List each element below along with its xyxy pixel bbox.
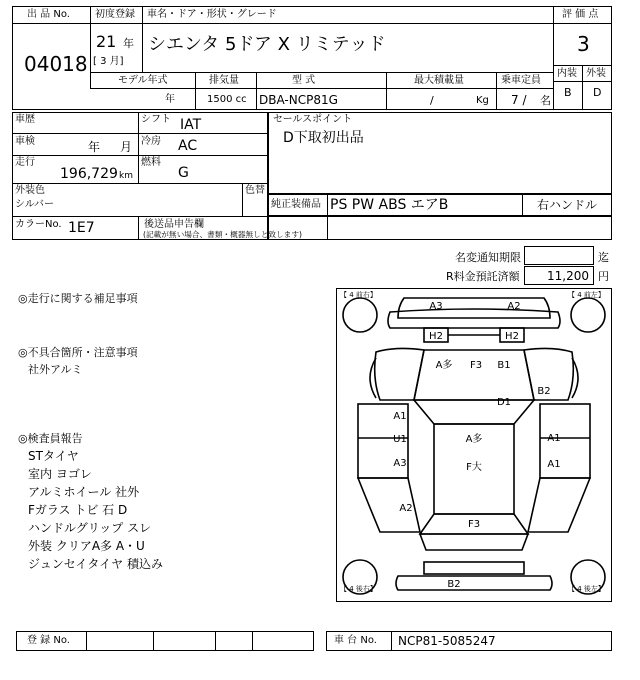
- first-reg-year-unit: 年: [123, 37, 134, 50]
- score: 3: [577, 32, 590, 56]
- mark-fender-right: B2: [537, 386, 551, 397]
- defects-title: ◎不具合箇所・注意事項: [18, 346, 138, 359]
- mark-hood-b: B1: [497, 360, 511, 371]
- exterior-label: 外装: [586, 68, 606, 79]
- inspector-title: ◎検査員報告: [18, 432, 83, 445]
- corner-rear-left: 【 4 後左】: [568, 585, 605, 593]
- mark-hood-f: F3: [469, 360, 483, 371]
- interior-label: 内装: [557, 68, 577, 79]
- recolor-label: 色替: [245, 185, 265, 196]
- deadline-unit: 迄: [598, 251, 609, 264]
- inspector-item: ハンドルグリップ スレ: [28, 521, 152, 535]
- model-label: 型 式: [292, 75, 316, 86]
- shift-label: シフト: [141, 114, 171, 125]
- mark-roof-f: F大: [466, 462, 482, 473]
- recycle-value: 11,200: [547, 269, 589, 283]
- equipment-label: 純正装備品: [271, 199, 321, 210]
- defect-item: 社外アルミ: [28, 363, 83, 376]
- mark-door-u1: U1: [393, 434, 407, 445]
- recycle-unit: 円: [598, 270, 609, 283]
- mark-front-right: A2: [507, 301, 521, 312]
- deadline-field: [524, 246, 594, 265]
- shift: IAT: [180, 117, 202, 133]
- corner-front-right: 【 4 前右】: [340, 291, 377, 299]
- driving-title: ◎走行に関する補足事項: [18, 292, 138, 305]
- post-docs-box: [268, 216, 612, 240]
- max-load-unit: Kg: [476, 95, 489, 106]
- mark-door-right-a1b: A1: [547, 459, 561, 470]
- mark-rear-bumper: B2: [447, 579, 461, 590]
- mark-door-right-a1: A1: [547, 433, 561, 444]
- fuel-label: 燃料: [141, 157, 161, 168]
- displacement: 1500 cc: [207, 94, 247, 105]
- equipment: PS PW ABS エアB: [330, 197, 449, 213]
- mark-rear-side: A2: [399, 503, 413, 514]
- sales-point: D下取初出品: [283, 130, 364, 146]
- score-label: 評 価 点: [562, 9, 599, 20]
- deadline-label: 名変通知期限: [455, 251, 521, 264]
- inspector-item: STタイヤ: [28, 449, 79, 463]
- mark-door-a1: A1: [393, 411, 407, 422]
- capacity: 7 /: [511, 93, 527, 107]
- capacity-label: 乗車定員: [501, 75, 541, 86]
- inspector-item: アルミホイール 社外: [28, 485, 140, 499]
- sales-point-label: セールスポイント: [273, 114, 353, 125]
- mark-roof-a: A多: [465, 434, 483, 445]
- lot-no-label: 出 品 No.: [27, 9, 70, 20]
- mileage-label: 走行: [15, 157, 35, 168]
- corner-front-left: 【 4 前左】: [568, 291, 605, 299]
- ac-label: 冷房: [141, 136, 161, 147]
- inspector-item: Fガラス トビ 石 D: [28, 503, 128, 517]
- color-no-label: カラーNo.: [15, 219, 62, 230]
- mark-hood-a: A多: [435, 360, 453, 371]
- color-no: 1E7: [68, 220, 95, 236]
- lot-no: 04018: [24, 52, 88, 76]
- mark-door-a3: A3: [393, 458, 407, 469]
- first-reg-label: 初度登録: [95, 9, 135, 20]
- mark-headlight-right: H2: [505, 331, 519, 342]
- car-damage-diagram: [336, 288, 612, 602]
- history-label: 車歴: [15, 114, 35, 125]
- first-reg-year: 21: [96, 32, 117, 51]
- inspection-year: 年: [88, 140, 101, 154]
- inspector-item: 室内 ヨゴレ: [28, 467, 92, 481]
- mileage-unit: km: [119, 171, 133, 181]
- reg-no-label: 登 録 No.: [27, 635, 70, 646]
- post-docs-label: 後送品申告欄: [144, 219, 204, 230]
- recycle-label: R料金預託済額: [446, 270, 520, 283]
- mark-front-left: A3: [429, 301, 443, 312]
- car-name-label: 車名・ドア・形状・グレード: [147, 9, 277, 20]
- max-load: /: [430, 94, 434, 107]
- model-year-unit: 年: [165, 94, 175, 105]
- exterior-grade: D: [593, 86, 602, 99]
- chassis-no: NCP81-5085247: [398, 634, 496, 648]
- corner-rear-right: 【 4 後右】: [340, 585, 377, 593]
- interior-grade: B: [564, 86, 572, 99]
- post-docs-note: (記載が無い場合、書類・概器無しと致します): [143, 231, 302, 240]
- first-reg-month: [ 3 月]: [93, 56, 124, 67]
- color: シルバー: [15, 199, 55, 210]
- inspector-item: 外装 クリアA多 A・U: [28, 539, 145, 553]
- color-label: 外装色: [15, 185, 45, 196]
- inspection-label: 車検: [15, 136, 35, 147]
- mark-rear-glass: F3: [467, 519, 481, 530]
- ac: AC: [178, 138, 198, 154]
- model: DBA-NCP81G: [259, 93, 338, 107]
- mark-headlight-left: H2: [429, 331, 443, 342]
- chassis-label: 車 台 No.: [334, 635, 377, 646]
- fuel: G: [178, 165, 189, 181]
- car-name: シエンタ 5ドア X リミテッド: [148, 34, 386, 55]
- steering: 右ハンドル: [537, 198, 598, 212]
- max-load-label: 最大積載量: [414, 75, 464, 86]
- inspection-month: 月: [120, 140, 133, 154]
- displacement-label: 排気量: [209, 75, 239, 86]
- mark-windshield: D1: [496, 397, 512, 408]
- capacity-unit: 名: [540, 94, 551, 107]
- inspector-item: ジュンセイタイヤ 積込み: [28, 557, 163, 571]
- mileage: 196,729: [60, 166, 118, 182]
- model-year-label: モデル年式: [118, 75, 168, 86]
